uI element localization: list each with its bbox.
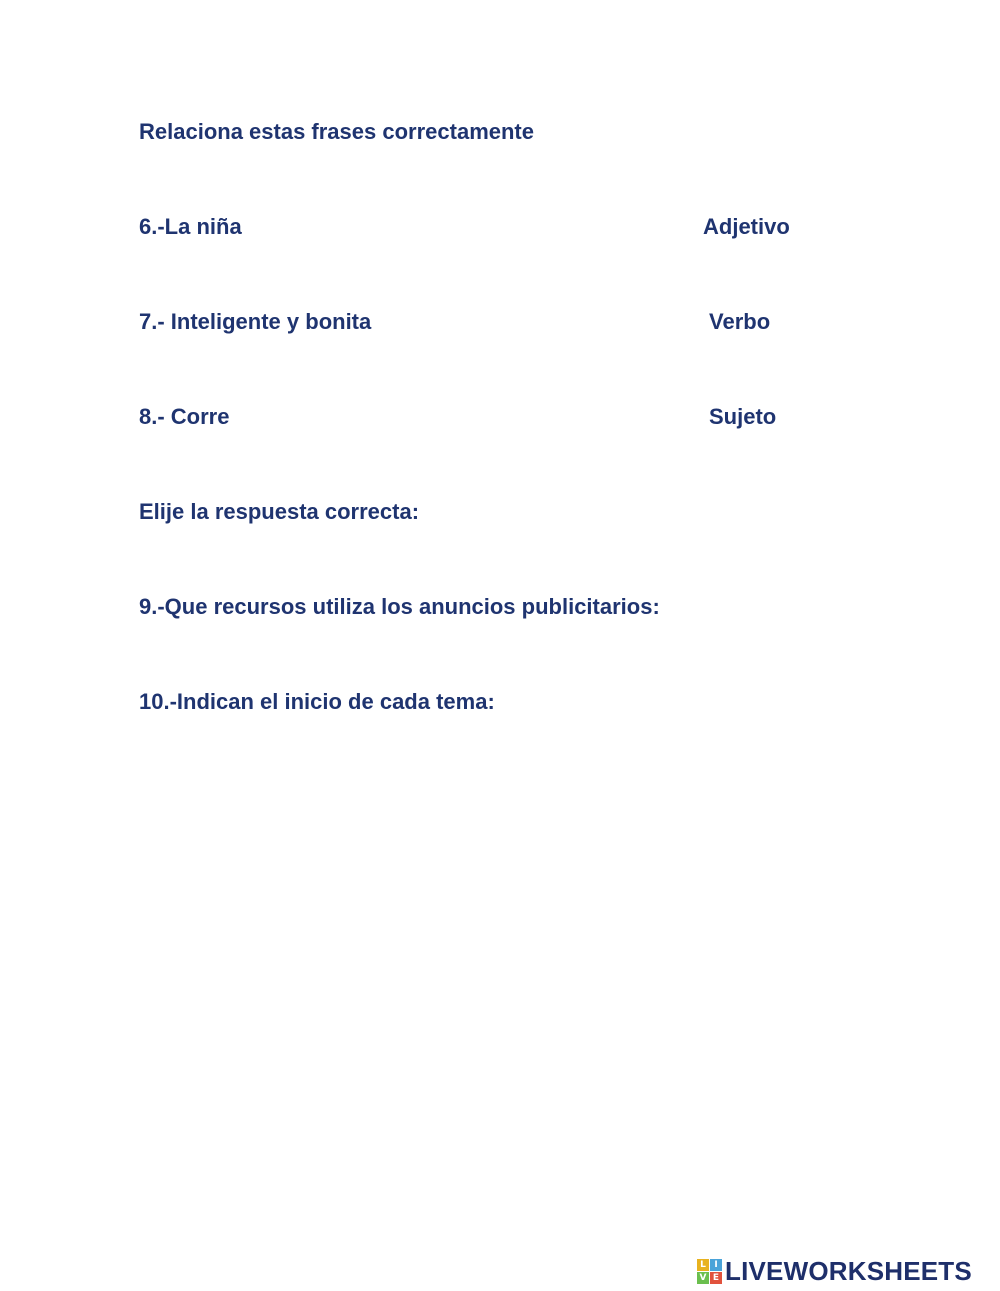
liveworksheets-footer xyxy=(697,1257,972,1285)
question-9: 9.-Que recursos utiliza los anuncios publicitarios: xyxy=(139,594,660,619)
logo-block-l: L xyxy=(697,1259,709,1271)
logo-block-i: I xyxy=(710,1259,722,1271)
match-instruction: Relaciona estas frases correctamente xyxy=(139,119,534,144)
live-logo-icon xyxy=(697,1259,722,1284)
logo-block-v: V xyxy=(697,1272,709,1284)
question-10: 10.-Indican el inicio de cada tema: xyxy=(139,689,495,714)
match-item-8-right: Sujeto xyxy=(709,404,777,429)
match-item-7-right: Verbo xyxy=(709,309,771,334)
brand-text: LIVEWORKSHEETS xyxy=(725,1256,972,1286)
match-item-6-right: Adjetivo xyxy=(703,214,790,239)
logo-block-e: E xyxy=(710,1272,722,1284)
match-item-6-left: 6.-La niña xyxy=(139,214,242,239)
choice-instruction: Elije la respuesta correcta: xyxy=(139,499,420,524)
match-item-8-left: 8.- Corre xyxy=(139,404,230,429)
match-item-7-left: 7.- Inteligente y bonita xyxy=(139,309,372,334)
